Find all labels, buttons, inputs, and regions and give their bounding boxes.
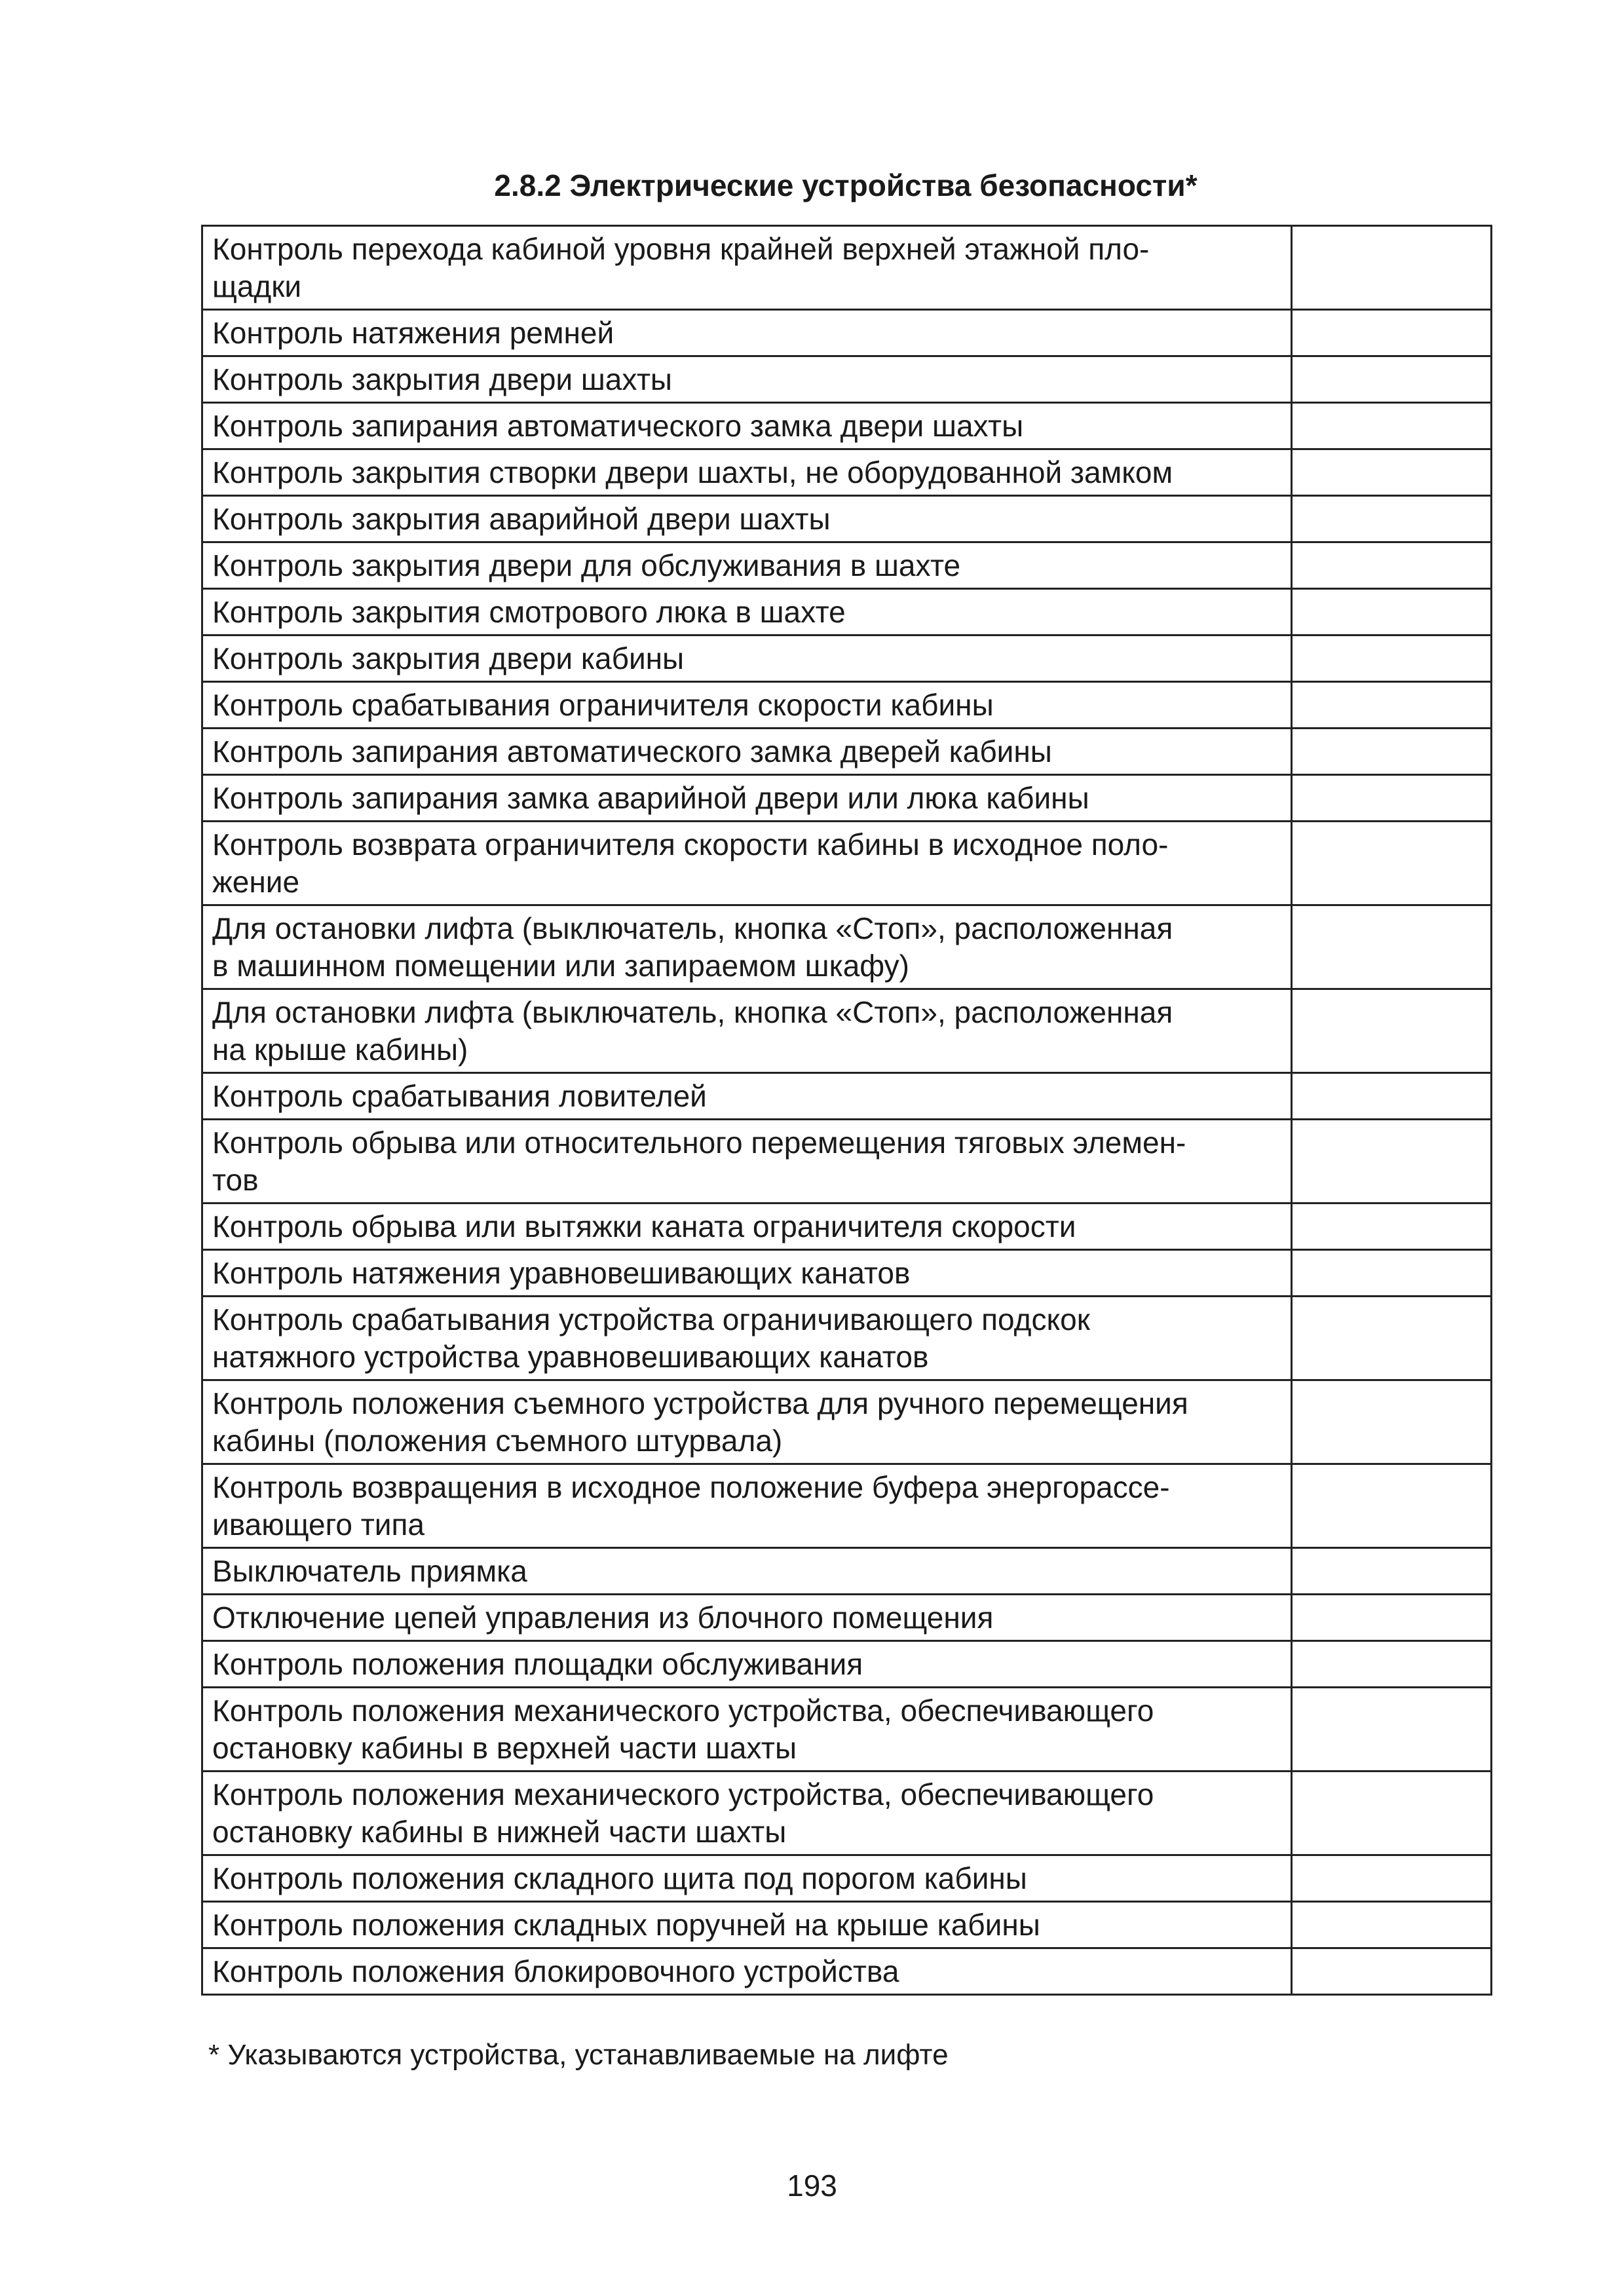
table-row <box>202 1641 1492 1688</box>
row-mark-cell <box>1292 542 1492 589</box>
page-number: 193 <box>787 2169 837 2203</box>
row-mark-cell <box>1292 449 1492 496</box>
table-row <box>202 1948 1492 1995</box>
table-row <box>202 1250 1492 1297</box>
table-row <box>202 635 1492 682</box>
table-row <box>202 589 1492 635</box>
footnote: * Указываются устройства, устанавливаемые на лифте <box>208 2039 949 2071</box>
row-label: Контроль закрытия смотрового люка в шахте <box>202 589 1292 635</box>
row-label: Отключение цепей управления из блочного помещения <box>202 1595 1292 1641</box>
row-label: Контроль натяжения ремней <box>202 310 1292 356</box>
row-label: Выключатель приямка <box>202 1548 1292 1595</box>
row-mark-cell <box>1292 356 1492 403</box>
table-row <box>202 542 1492 589</box>
row-mark-cell <box>1292 822 1492 905</box>
table-row <box>202 1595 1492 1641</box>
table-body <box>202 226 1492 1995</box>
row-label: Контроль запирания замка аварийной двери или люка кабины <box>202 775 1292 822</box>
row-mark-cell <box>1292 775 1492 822</box>
row-label: Контроль обрыва или относительного перемещения тяговых элемен- тов <box>202 1120 1292 1203</box>
row-mark-cell <box>1292 310 1492 356</box>
row-mark-cell <box>1292 226 1492 310</box>
row-label: Контроль срабатывания устройства ограничивающего подскок натяжного устройства уравновешивающих канатов <box>202 1297 1292 1380</box>
row-label: Контроль закрытия аварийной двери шахты <box>202 496 1292 542</box>
row-mark-cell <box>1292 989 1492 1073</box>
row-label: Контроль закрытия двери кабины <box>202 635 1292 682</box>
table-row <box>202 905 1492 989</box>
row-mark-cell <box>1292 1073 1492 1120</box>
table-row <box>202 496 1492 542</box>
table-row <box>202 449 1492 496</box>
row-label: Контроль положения механического устройства, обеспечивающего остановку кабины в нижней части шахты <box>202 1772 1292 1855</box>
table-row <box>202 1203 1492 1250</box>
row-mark-cell <box>1292 1772 1492 1855</box>
row-mark-cell <box>1292 589 1492 635</box>
row-label: Контроль положения складного щита под порогом кабины <box>202 1855 1292 1902</box>
row-mark-cell <box>1292 1203 1492 1250</box>
row-mark-cell <box>1292 635 1492 682</box>
row-mark-cell <box>1292 1380 1492 1464</box>
row-mark-cell <box>1292 1948 1492 1995</box>
row-mark-cell <box>1292 1688 1492 1772</box>
row-label: Контроль срабатывания ограничителя скорости кабины <box>202 682 1292 729</box>
table-row <box>202 1297 1492 1380</box>
table-row <box>202 682 1492 729</box>
row-label: Контроль положения складных поручней на крыше кабины <box>202 1902 1292 1948</box>
row-label: Контроль обрыва или вытяжки каната ограничителя скорости <box>202 1203 1292 1250</box>
page-title: 2.8.2 Электрические устройства безопасности* <box>494 168 1198 202</box>
row-mark-cell <box>1292 1548 1492 1595</box>
row-mark-cell <box>1292 905 1492 989</box>
table-row <box>202 729 1492 775</box>
row-label: Контроль возвращения в исходное положение буфера энергорассе- ивающего типа <box>202 1464 1292 1548</box>
row-label: Для остановки лифта (выключатель, кнопка «Стоп», расположенная на крыше кабины) <box>202 989 1292 1073</box>
table-row <box>202 1380 1492 1464</box>
row-label: Для остановки лифта (выключатель, кнопка «Стоп», расположенная в машинном помещении или запираемом шкафу) <box>202 905 1292 989</box>
row-label: Контроль положения механического устройства, обеспечивающего остановку кабины в верхней части шахты <box>202 1688 1292 1772</box>
table-row <box>202 1902 1492 1948</box>
table-row <box>202 356 1492 403</box>
safety-devices-table-wrapper <box>201 225 1490 1996</box>
table-row <box>202 226 1492 310</box>
table-row <box>202 1464 1492 1548</box>
row-label: Контроль запирания автоматического замка двери шахты <box>202 403 1292 449</box>
row-label: Контроль закрытия двери для обслуживания в шахте <box>202 542 1292 589</box>
row-mark-cell <box>1292 682 1492 729</box>
table-row <box>202 1548 1492 1595</box>
row-mark-cell <box>1292 1641 1492 1688</box>
row-mark-cell <box>1292 1595 1492 1641</box>
table-row <box>202 822 1492 905</box>
row-mark-cell <box>1292 1902 1492 1948</box>
row-mark-cell <box>1292 1250 1492 1297</box>
table-row <box>202 403 1492 449</box>
table-row <box>202 1120 1492 1203</box>
row-label: Контроль положения съемного устройства для ручного перемещения кабины (положения съемного штурвала) <box>202 1380 1292 1464</box>
row-label: Контроль натяжения уравновешивающих канатов <box>202 1250 1292 1297</box>
row-label: Контроль положения блокировочного устройства <box>202 1948 1292 1995</box>
row-label: Контроль срабатывания ловителей <box>202 1073 1292 1120</box>
row-mark-cell <box>1292 1297 1492 1380</box>
table-row <box>202 1688 1492 1772</box>
safety-devices-table <box>201 225 1492 1996</box>
row-mark-cell <box>1292 403 1492 449</box>
row-label: Контроль возврата ограничителя скорости кабины в исходное поло- жение <box>202 822 1292 905</box>
row-mark-cell <box>1292 496 1492 542</box>
table-row <box>202 775 1492 822</box>
table-row <box>202 1073 1492 1120</box>
row-label: Контроль закрытия двери шахты <box>202 356 1292 403</box>
row-label: Контроль перехода кабиной уровня крайней верхней этажной пло- щадки <box>202 226 1292 310</box>
table-row <box>202 1772 1492 1855</box>
table-row <box>202 310 1492 356</box>
row-mark-cell <box>1292 1120 1492 1203</box>
table-row <box>202 989 1492 1073</box>
row-mark-cell <box>1292 1464 1492 1548</box>
row-label: Контроль запирания автоматического замка дверей кабины <box>202 729 1292 775</box>
row-mark-cell <box>1292 1855 1492 1902</box>
row-label: Контроль закрытия створки двери шахты, не оборудованной замком <box>202 449 1292 496</box>
row-label: Контроль положения площадки обслуживания <box>202 1641 1292 1688</box>
table-row <box>202 1855 1492 1902</box>
row-mark-cell <box>1292 729 1492 775</box>
